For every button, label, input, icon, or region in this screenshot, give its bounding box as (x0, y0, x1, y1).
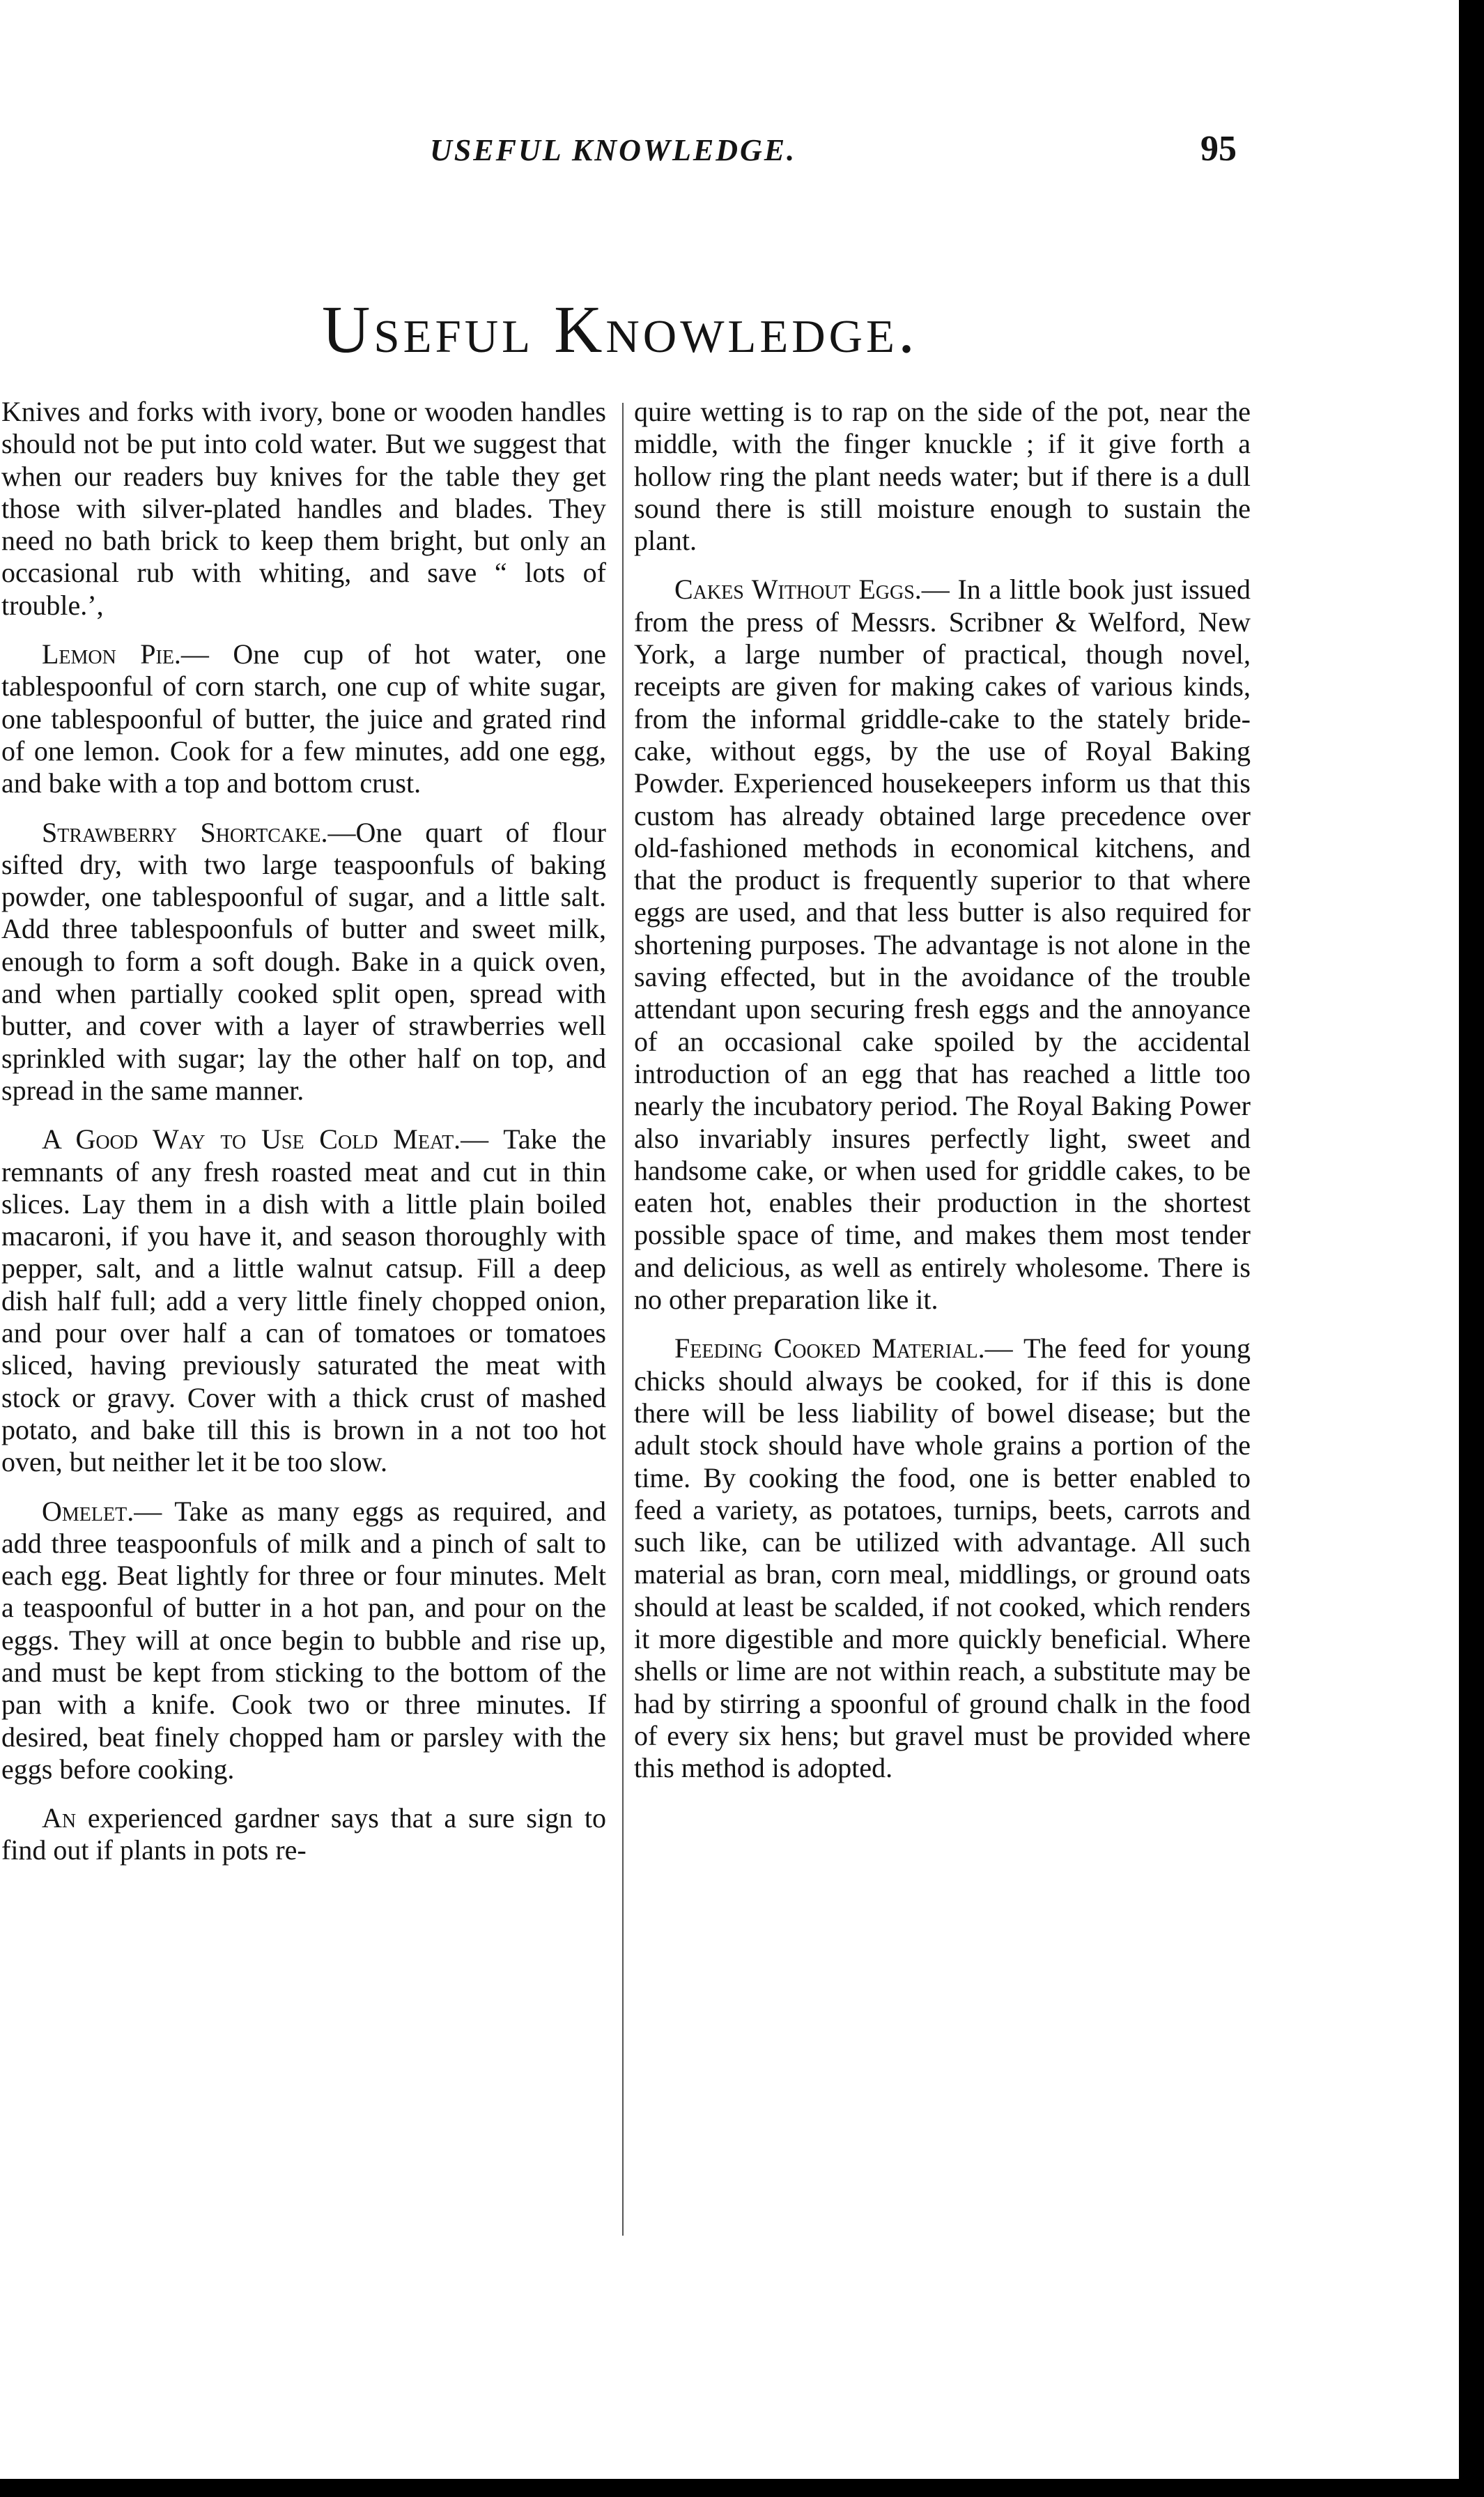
article-gardner-continued (634, 396, 1251, 557)
running-header: USEFUL KNOWLEDGE. (430, 133, 797, 167)
article-gardner (1, 1802, 606, 1867)
page-title: Useful Knowledge. (322, 292, 918, 367)
article-cold-meat (1, 1123, 606, 1478)
article-cakes-without-eggs (634, 574, 1251, 1316)
article-heading: A Good Way to Use Cold Meat.— (42, 1123, 489, 1155)
article-omelet (1, 1496, 606, 1786)
article-body: The feed for young chicks should always be cooked, for if this is done there will be less liability of bowel disease; but the adult stock should have whole grains a portion of the time. By cooking the food, one is better enabled to feed a variety, as potatoes, turnips, beets, carrots and such like, can be utilized with advantage. All such material as bran, corn meal, middlings, or ground oats should at least be scalded, if not cooked, which renders it more digestible and more quickly beneficial. Where shells or lime are not within reach, a substitute may be had by stirring a spoonful of ground chalk in the food of every six hens; but gravel must be provided where this method is adopted. (634, 1332, 1251, 1784)
article-feeding-cooked-material (634, 1332, 1251, 1784)
article-knives (1, 396, 606, 622)
article-strawberry-shortcake (1, 817, 606, 1107)
article-heading: Omelet.— (42, 1495, 162, 1527)
article-heading: Feeding Cooked Material.— (674, 1332, 1013, 1365)
article-body: Take the remnants of any fresh roasted meat and cut in thin slices. Lay them in a dish with a little plain boiled macaroni, if you have it, and season thoroughly with pepper, salt, and a little walnut catsup. Fill a deep dish half full; add a very little finely chopped onion, and pour over half a can of tomatoes or tomatoes sliced, having previously saturated the meat with stock or gravy. Cover with a thick crust of mashed potato, and bake till this is brown in a not too hot oven, but neither let it be too slow. (1, 1123, 606, 1478)
article-heading: Lemon Pie.— (42, 638, 209, 670)
article-lemon-pie (1, 638, 606, 799)
article-body: One quart of flour sifted dry, with two large teaspoonfuls of baking powder, one tablespoonful of sugar, and a little salt. Add three tablespoonfuls of butter and sweet milk, enough to form a soft dough. Bake in a quick oven, and when partially cooked split open, spread with butter, and cover with a layer of strawberries well sprinkled with sugar; lay the other half on top, and spread in the same manner. (1, 816, 606, 1106)
article-lead-word: An (42, 1802, 77, 1834)
page-edge-shadow-bottom (0, 2479, 1484, 2497)
article-body: Take as many eggs as required, and add three teaspoonfuls of milk and a pinch of salt to each egg. Beat lightly for three or four minutes. Melt a teaspoonful of butter in a hot pan, and pour on the eggs. They will at once begin to bubble and rise up, and must be kept from sticking to the bottom of the pan with a knife. Cook two or three minutes. If desired, beat finely chopped ham or parsley with the eggs before cooking. (1, 1495, 606, 1785)
page-edge-shadow-right (1459, 0, 1484, 2497)
page-number: 95 (1200, 129, 1237, 169)
article-heading: Cakes Without Eggs.— (674, 574, 950, 606)
article-body: One cup of hot water, one tablespoonful of corn starch, one cup of white sugar, one tablespoonful of butter, the juice and grated rind of one lemon. Cook for a few minutes, add one egg, and bake with a top and bottom crust. (1, 638, 606, 799)
right-column (634, 396, 1251, 2250)
column-divider (622, 403, 624, 2236)
article-heading: Strawberry Shortcake.— (42, 816, 356, 848)
article-body: quire wetting is to rap on the side of the pot, near the middle, with the finger knuckle ; if it give forth a hollow ring the plant needs water; but if there is a dull sound there is still moisture enough to sustain the plant. (634, 396, 1251, 557)
article-body: experienced gardner says that a sure sign to find out if plants in pots re- (1, 1802, 606, 1866)
article-body: Knives and forks with ivory, bone or wooden handles should not be put into cold water. But we suggest that when our readers buy knives for the table they get those with silver-plated handles and blades. They need no bath brick to keep them bright, but only an occasional rub with whiting, and save “ lots of trouble.’, (1, 396, 606, 621)
left-column (1, 396, 606, 2250)
article-body: In a little book just issued from the press of Messrs. Scribner & Welford, New York, a large number of practical, though novel, receipts are given for making cakes of various kinds, from the informal griddle-cake to the stately bride-cake, without eggs, by the use of Royal Baking Powder. Experienced housekeepers inform us that this custom has already obtained large precedence over old-fashioned methods in economical kitchens, and that the product is frequently superior to that where eggs are used, and that less butter is also required for shortening purposes. The advantage is not alone in the saving effected, but in the avoidance of the trouble attendant upon securing fresh eggs and the annoyance of an occasional cake spoiled by the accidental introduction of an egg that has reached a little too nearly the incubatory period. The Royal Baking Power also invariably insures perfectly light, sweet and handsome cake, or when used for griddle cakes, to be eaten hot, enables their production in the shortest possible space of time, and makes them most tender and delicious, as well as entirely wholesome. There is no other preparation like it. (634, 574, 1251, 1316)
